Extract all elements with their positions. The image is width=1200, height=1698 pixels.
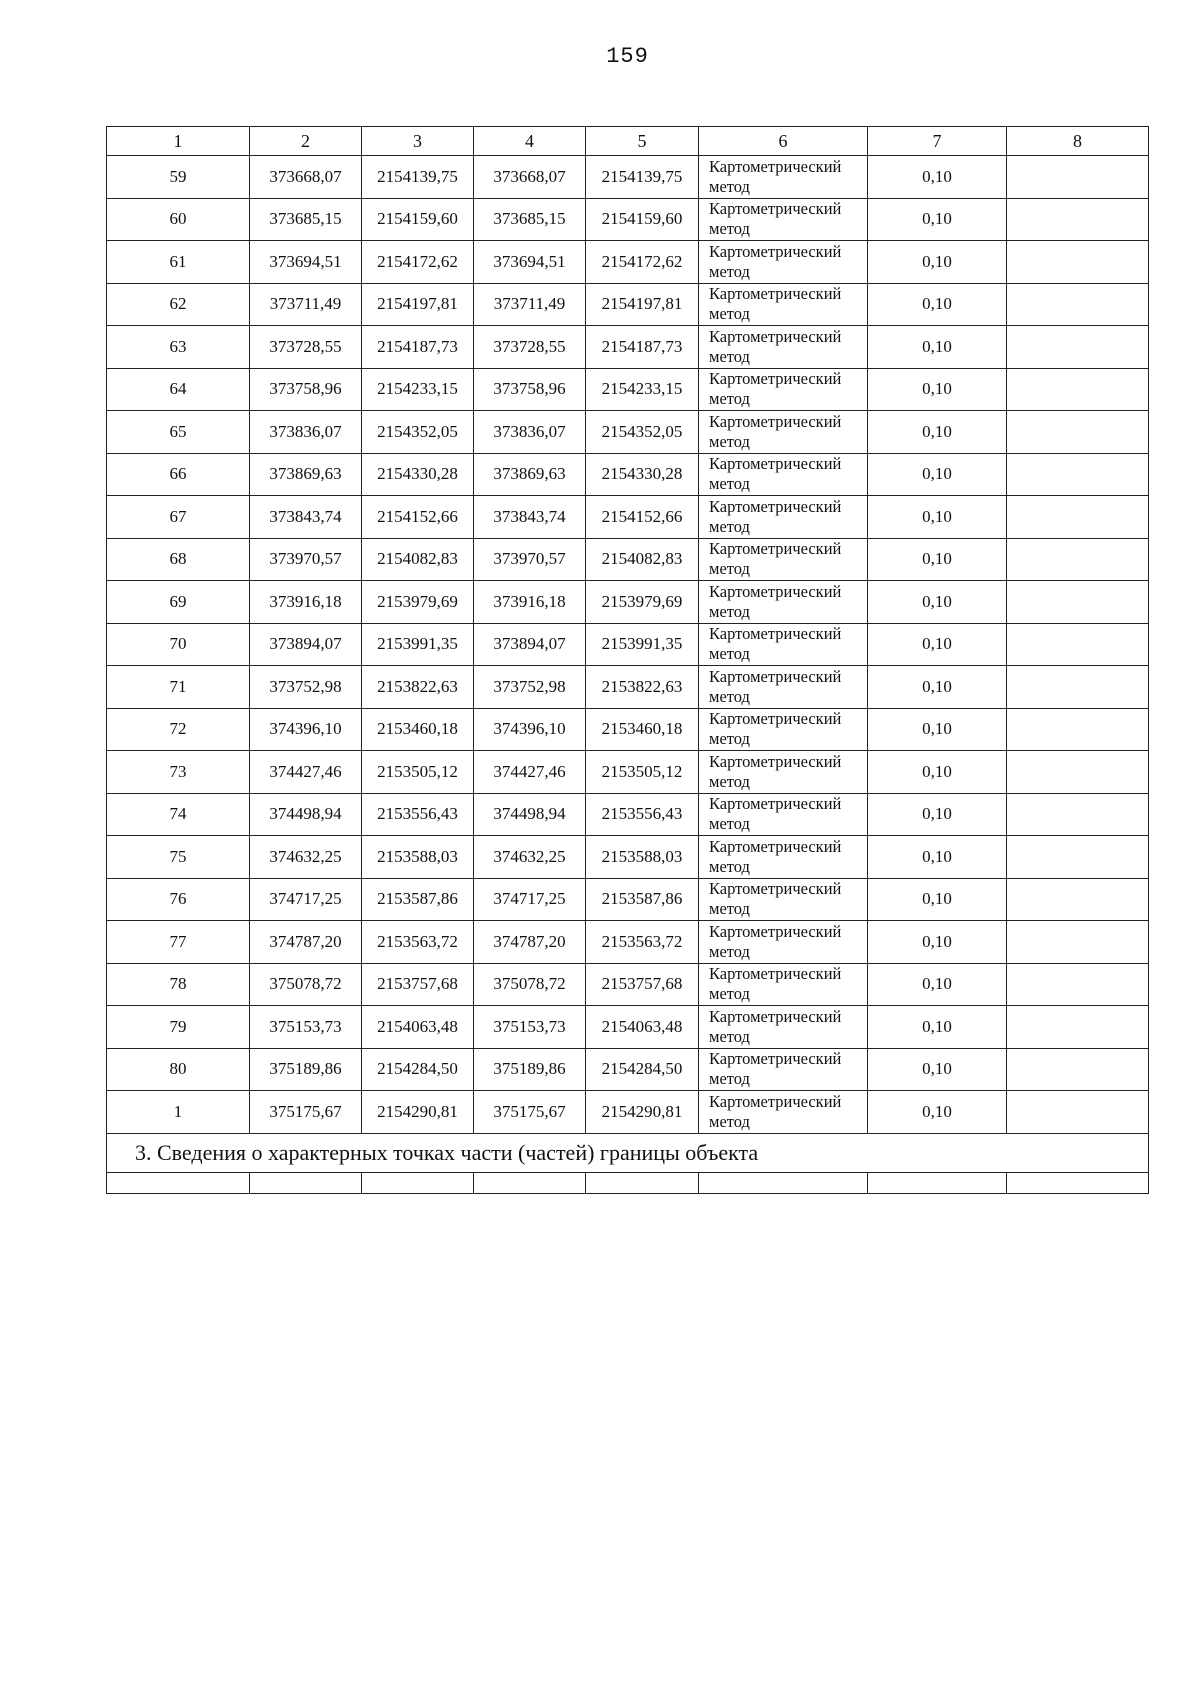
coordinate-x-cell: 373894,07 bbox=[474, 623, 586, 666]
method-cell bbox=[699, 496, 868, 539]
method-line-2: метод bbox=[709, 431, 750, 451]
coordinate-x-cell: 374396,10 bbox=[474, 708, 586, 751]
note-cell bbox=[1007, 708, 1149, 751]
note-cell bbox=[1007, 538, 1149, 581]
coordinate-y-cell: 2154152,66 bbox=[586, 496, 699, 539]
table-row bbox=[107, 878, 1149, 921]
method-line-1: Картометрический bbox=[709, 1091, 842, 1111]
coordinate-x-cell: 375153,73 bbox=[250, 1006, 362, 1049]
coordinate-x-cell: 375189,86 bbox=[250, 1048, 362, 1091]
method-cell bbox=[699, 538, 868, 581]
method-line-1: Картометрический bbox=[709, 411, 842, 431]
method-line-2: метод bbox=[709, 559, 750, 579]
coordinate-x-cell: 374717,25 bbox=[474, 878, 586, 921]
coordinate-y-cell: 2154233,15 bbox=[586, 368, 699, 411]
table-row bbox=[107, 326, 1149, 369]
column-header: 8 bbox=[1007, 127, 1149, 156]
method-cell bbox=[699, 198, 868, 241]
accuracy-cell: 0,10 bbox=[868, 921, 1007, 964]
column-header: 7 bbox=[868, 127, 1007, 156]
accuracy-cell: 0,10 bbox=[868, 198, 1007, 241]
method-cell bbox=[699, 793, 868, 836]
table-row bbox=[107, 156, 1149, 199]
point-number-cell: 63 bbox=[107, 326, 250, 369]
coordinate-x-cell: 375078,72 bbox=[474, 963, 586, 1006]
method-line-1: Картометрический bbox=[709, 836, 842, 856]
coordinate-y-cell: 2153563,72 bbox=[362, 921, 474, 964]
empty-cell bbox=[107, 1172, 250, 1193]
coordinate-x-cell: 374427,46 bbox=[250, 751, 362, 794]
note-cell bbox=[1007, 496, 1149, 539]
method-cell bbox=[699, 708, 868, 751]
accuracy-cell: 0,10 bbox=[868, 963, 1007, 1006]
note-cell bbox=[1007, 1006, 1149, 1049]
column-header: 3 bbox=[362, 127, 474, 156]
point-number-cell: 66 bbox=[107, 453, 250, 496]
note-cell bbox=[1007, 326, 1149, 369]
coordinate-y-cell: 2153556,43 bbox=[586, 793, 699, 836]
coordinate-x-cell: 375175,67 bbox=[250, 1091, 362, 1134]
coordinate-x-cell: 373685,15 bbox=[250, 198, 362, 241]
coordinate-x-cell: 373752,98 bbox=[250, 666, 362, 709]
section-row bbox=[107, 1133, 1149, 1172]
accuracy-cell: 0,10 bbox=[868, 836, 1007, 879]
method-line-2: метод bbox=[709, 304, 750, 324]
table-row bbox=[107, 1091, 1149, 1134]
point-number-cell: 69 bbox=[107, 581, 250, 624]
coordinate-y-cell: 2154233,15 bbox=[362, 368, 474, 411]
method-line-2: метод bbox=[709, 261, 750, 281]
table-row bbox=[107, 538, 1149, 581]
method-line-1: Картометрический bbox=[709, 964, 842, 984]
table-row bbox=[107, 453, 1149, 496]
method-line-2: метод bbox=[709, 941, 750, 961]
method-line-1: Картометрический bbox=[709, 879, 842, 899]
method-cell bbox=[699, 666, 868, 709]
note-cell bbox=[1007, 1091, 1149, 1134]
method-line-2: метод bbox=[709, 644, 750, 664]
coordinate-y-cell: 2154063,48 bbox=[362, 1006, 474, 1049]
table-row bbox=[107, 836, 1149, 879]
method-cell bbox=[699, 411, 868, 454]
method-line-2: метод bbox=[709, 1069, 750, 1089]
table-row bbox=[107, 963, 1149, 1006]
method-line-2: метод bbox=[709, 771, 750, 791]
coordinate-x-cell: 373711,49 bbox=[250, 283, 362, 326]
point-number-cell: 1 bbox=[107, 1091, 250, 1134]
coordinate-y-cell: 2153588,03 bbox=[586, 836, 699, 879]
coordinate-y-cell: 2154187,73 bbox=[586, 326, 699, 369]
coordinate-y-cell: 2154139,75 bbox=[586, 156, 699, 199]
method-line-2: метод bbox=[709, 984, 750, 1004]
method-cell bbox=[699, 581, 868, 624]
method-line-1: Картометрический bbox=[709, 709, 842, 729]
column-header: 5 bbox=[586, 127, 699, 156]
coordinate-x-cell: 374632,25 bbox=[474, 836, 586, 879]
coordinate-y-cell: 2154187,73 bbox=[362, 326, 474, 369]
method-line-2: метод bbox=[709, 176, 750, 196]
point-number-cell: 59 bbox=[107, 156, 250, 199]
empty-cell bbox=[699, 1172, 868, 1193]
method-line-2: метод bbox=[709, 1026, 750, 1046]
note-cell bbox=[1007, 963, 1149, 1006]
method-line-1: Картометрический bbox=[709, 199, 842, 219]
note-cell bbox=[1007, 878, 1149, 921]
coordinate-y-cell: 2154172,62 bbox=[362, 241, 474, 284]
point-number-cell: 74 bbox=[107, 793, 250, 836]
point-number-cell: 72 bbox=[107, 708, 250, 751]
coordinate-y-cell: 2153460,18 bbox=[362, 708, 474, 751]
table-row bbox=[107, 411, 1149, 454]
method-cell bbox=[699, 1006, 868, 1049]
coordinate-x-cell: 373836,07 bbox=[250, 411, 362, 454]
coordinate-y-cell: 2153563,72 bbox=[586, 921, 699, 964]
method-line-1: Картометрический bbox=[709, 751, 842, 771]
method-line-1: Картометрический bbox=[709, 624, 842, 644]
method-cell bbox=[699, 453, 868, 496]
coordinate-y-cell: 2154284,50 bbox=[362, 1048, 474, 1091]
method-line-2: метод bbox=[709, 856, 750, 876]
note-cell bbox=[1007, 1048, 1149, 1091]
method-cell bbox=[699, 1091, 868, 1134]
method-cell bbox=[699, 326, 868, 369]
column-header: 2 bbox=[250, 127, 362, 156]
coordinates-table bbox=[106, 126, 1149, 1194]
column-header: 4 bbox=[474, 127, 586, 156]
note-cell bbox=[1007, 453, 1149, 496]
accuracy-cell: 0,10 bbox=[868, 1006, 1007, 1049]
accuracy-cell: 0,10 bbox=[868, 368, 1007, 411]
method-line-2: метод bbox=[709, 729, 750, 749]
coordinate-x-cell: 373843,74 bbox=[250, 496, 362, 539]
table-row bbox=[107, 793, 1149, 836]
empty-row bbox=[107, 1172, 1149, 1193]
coordinate-y-cell: 2153505,12 bbox=[362, 751, 474, 794]
point-number-cell: 73 bbox=[107, 751, 250, 794]
method-line-1: Картометрический bbox=[709, 326, 842, 346]
coordinate-y-cell: 2154152,66 bbox=[362, 496, 474, 539]
coordinate-y-cell: 2154159,60 bbox=[586, 198, 699, 241]
accuracy-cell: 0,10 bbox=[868, 793, 1007, 836]
method-line-2: метод bbox=[709, 389, 750, 409]
method-line-1: Картометрический bbox=[709, 1006, 842, 1026]
coordinate-x-cell: 373916,18 bbox=[474, 581, 586, 624]
point-number-cell: 78 bbox=[107, 963, 250, 1006]
point-number-cell: 65 bbox=[107, 411, 250, 454]
accuracy-cell: 0,10 bbox=[868, 666, 1007, 709]
coordinate-y-cell: 2154172,62 bbox=[586, 241, 699, 284]
coordinate-x-cell: 373843,74 bbox=[474, 496, 586, 539]
accuracy-cell: 0,10 bbox=[868, 751, 1007, 794]
method-line-1: Картометрический bbox=[709, 496, 842, 516]
point-number-cell: 71 bbox=[107, 666, 250, 709]
coordinate-x-cell: 373668,07 bbox=[250, 156, 362, 199]
method-line-2: метод bbox=[709, 814, 750, 834]
point-number-cell: 60 bbox=[107, 198, 250, 241]
coordinate-x-cell: 373758,96 bbox=[474, 368, 586, 411]
method-cell bbox=[699, 1048, 868, 1091]
table-row bbox=[107, 666, 1149, 709]
accuracy-cell: 0,10 bbox=[868, 453, 1007, 496]
coordinate-x-cell: 373728,55 bbox=[474, 326, 586, 369]
method-line-1: Картометрический bbox=[709, 921, 842, 941]
table-row bbox=[107, 241, 1149, 284]
coordinate-y-cell: 2154082,83 bbox=[586, 538, 699, 581]
note-cell bbox=[1007, 836, 1149, 879]
table-row bbox=[107, 921, 1149, 964]
empty-cell bbox=[362, 1172, 474, 1193]
method-cell bbox=[699, 368, 868, 411]
method-cell bbox=[699, 156, 868, 199]
coordinate-x-cell: 375175,67 bbox=[474, 1091, 586, 1134]
point-number-cell: 61 bbox=[107, 241, 250, 284]
note-cell bbox=[1007, 921, 1149, 964]
method-cell bbox=[699, 878, 868, 921]
method-line-1: Картометрический bbox=[709, 156, 842, 176]
page-number: 159 bbox=[606, 44, 649, 69]
coordinate-x-cell: 374717,25 bbox=[250, 878, 362, 921]
accuracy-cell: 0,10 bbox=[868, 708, 1007, 751]
table-row bbox=[107, 496, 1149, 539]
accuracy-cell: 0,10 bbox=[868, 1048, 1007, 1091]
method-line-1: Картометрический bbox=[709, 241, 842, 261]
note-cell bbox=[1007, 581, 1149, 624]
method-line-2: метод bbox=[709, 1111, 750, 1131]
empty-cell bbox=[474, 1172, 586, 1193]
point-number-cell: 80 bbox=[107, 1048, 250, 1091]
coordinate-x-cell: 373869,63 bbox=[474, 453, 586, 496]
accuracy-cell: 0,10 bbox=[868, 878, 1007, 921]
coordinate-x-cell: 373694,51 bbox=[474, 241, 586, 284]
coordinate-y-cell: 2153991,35 bbox=[362, 623, 474, 666]
empty-cell bbox=[1007, 1172, 1149, 1193]
accuracy-cell: 0,10 bbox=[868, 623, 1007, 666]
table-header-row bbox=[107, 127, 1149, 156]
point-number-cell: 75 bbox=[107, 836, 250, 879]
coordinate-x-cell: 373711,49 bbox=[474, 283, 586, 326]
coordinate-y-cell: 2154352,05 bbox=[362, 411, 474, 454]
method-cell bbox=[699, 283, 868, 326]
coordinate-x-cell: 375189,86 bbox=[474, 1048, 586, 1091]
point-number-cell: 68 bbox=[107, 538, 250, 581]
accuracy-cell: 0,10 bbox=[868, 496, 1007, 539]
method-cell bbox=[699, 921, 868, 964]
method-line-1: Картометрический bbox=[709, 666, 842, 686]
table-row bbox=[107, 1006, 1149, 1049]
point-number-cell: 67 bbox=[107, 496, 250, 539]
method-line-2: метод bbox=[709, 219, 750, 239]
coordinate-x-cell: 373894,07 bbox=[250, 623, 362, 666]
method-line-2: метод bbox=[709, 899, 750, 919]
coordinate-y-cell: 2153588,03 bbox=[362, 836, 474, 879]
coordinate-x-cell: 373869,63 bbox=[250, 453, 362, 496]
method-line-2: метод bbox=[709, 601, 750, 621]
note-cell bbox=[1007, 368, 1149, 411]
coordinate-x-cell: 373685,15 bbox=[474, 198, 586, 241]
coordinate-y-cell: 2154284,50 bbox=[586, 1048, 699, 1091]
note-cell bbox=[1007, 241, 1149, 284]
coordinate-x-cell: 373970,57 bbox=[474, 538, 586, 581]
coordinate-y-cell: 2154330,28 bbox=[362, 453, 474, 496]
accuracy-cell: 0,10 bbox=[868, 581, 1007, 624]
table-row bbox=[107, 1048, 1149, 1091]
accuracy-cell: 0,10 bbox=[868, 241, 1007, 284]
accuracy-cell: 0,10 bbox=[868, 538, 1007, 581]
coordinate-y-cell: 2153979,69 bbox=[362, 581, 474, 624]
point-number-cell: 70 bbox=[107, 623, 250, 666]
coordinate-y-cell: 2153556,43 bbox=[362, 793, 474, 836]
table-row bbox=[107, 708, 1149, 751]
table-row bbox=[107, 581, 1149, 624]
method-line-1: Картометрический bbox=[709, 539, 842, 559]
coordinate-x-cell: 374787,20 bbox=[474, 921, 586, 964]
section-title: 3. Сведения о характерных точках части (частей) границы объекта bbox=[107, 1133, 1149, 1172]
method-line-1: Картометрический bbox=[709, 454, 842, 474]
column-header: 1 bbox=[107, 127, 250, 156]
method-line-2: метод bbox=[709, 686, 750, 706]
coordinate-x-cell: 374632,25 bbox=[250, 836, 362, 879]
coordinate-x-cell: 373916,18 bbox=[250, 581, 362, 624]
method-line-2: метод bbox=[709, 346, 750, 366]
coordinate-y-cell: 2153822,63 bbox=[362, 666, 474, 709]
point-number-cell: 77 bbox=[107, 921, 250, 964]
point-number-cell: 62 bbox=[107, 283, 250, 326]
coordinate-x-cell: 373728,55 bbox=[250, 326, 362, 369]
coordinate-x-cell: 374427,46 bbox=[474, 751, 586, 794]
coordinate-y-cell: 2153979,69 bbox=[586, 581, 699, 624]
table-row bbox=[107, 368, 1149, 411]
note-cell bbox=[1007, 198, 1149, 241]
coordinate-x-cell: 374498,94 bbox=[474, 793, 586, 836]
note-cell bbox=[1007, 793, 1149, 836]
coordinate-x-cell: 375078,72 bbox=[250, 963, 362, 1006]
coordinate-y-cell: 2153822,63 bbox=[586, 666, 699, 709]
coordinate-x-cell: 373752,98 bbox=[474, 666, 586, 709]
coordinate-y-cell: 2154159,60 bbox=[362, 198, 474, 241]
method-cell bbox=[699, 836, 868, 879]
method-cell bbox=[699, 623, 868, 666]
coordinate-y-cell: 2154330,28 bbox=[586, 453, 699, 496]
coordinate-y-cell: 2153460,18 bbox=[586, 708, 699, 751]
table-row bbox=[107, 198, 1149, 241]
method-line-1: Картометрический bbox=[709, 284, 842, 304]
coordinate-x-cell: 373970,57 bbox=[250, 538, 362, 581]
coordinate-x-cell: 373836,07 bbox=[474, 411, 586, 454]
note-cell bbox=[1007, 156, 1149, 199]
coordinate-x-cell: 374396,10 bbox=[250, 708, 362, 751]
coordinate-y-cell: 2154139,75 bbox=[362, 156, 474, 199]
coordinate-y-cell: 2153991,35 bbox=[586, 623, 699, 666]
note-cell bbox=[1007, 751, 1149, 794]
accuracy-cell: 0,10 bbox=[868, 411, 1007, 454]
coordinate-y-cell: 2153505,12 bbox=[586, 751, 699, 794]
coordinate-y-cell: 2153587,86 bbox=[586, 878, 699, 921]
note-cell bbox=[1007, 623, 1149, 666]
coordinate-x-cell: 375153,73 bbox=[474, 1006, 586, 1049]
coordinate-x-cell: 373668,07 bbox=[474, 156, 586, 199]
coordinate-y-cell: 2153757,68 bbox=[362, 963, 474, 1006]
column-header: 6 bbox=[699, 127, 868, 156]
accuracy-cell: 0,10 bbox=[868, 1091, 1007, 1134]
table-row bbox=[107, 283, 1149, 326]
coordinate-y-cell: 2154082,83 bbox=[362, 538, 474, 581]
point-number-cell: 64 bbox=[107, 368, 250, 411]
empty-cell bbox=[586, 1172, 699, 1193]
table-row bbox=[107, 751, 1149, 794]
coordinate-x-cell: 373758,96 bbox=[250, 368, 362, 411]
coordinate-y-cell: 2154290,81 bbox=[362, 1091, 474, 1134]
coordinate-y-cell: 2153587,86 bbox=[362, 878, 474, 921]
empty-cell bbox=[868, 1172, 1007, 1193]
accuracy-cell: 0,10 bbox=[868, 156, 1007, 199]
note-cell bbox=[1007, 666, 1149, 709]
method-cell bbox=[699, 241, 868, 284]
note-cell bbox=[1007, 411, 1149, 454]
coordinate-y-cell: 2154197,81 bbox=[586, 283, 699, 326]
point-number-cell: 76 bbox=[107, 878, 250, 921]
method-line-2: метод bbox=[709, 516, 750, 536]
accuracy-cell: 0,10 bbox=[868, 326, 1007, 369]
coordinate-y-cell: 2154063,48 bbox=[586, 1006, 699, 1049]
method-line-1: Картометрический bbox=[709, 581, 842, 601]
coordinate-x-cell: 374498,94 bbox=[250, 793, 362, 836]
coordinate-y-cell: 2153757,68 bbox=[586, 963, 699, 1006]
coordinate-y-cell: 2154290,81 bbox=[586, 1091, 699, 1134]
accuracy-cell: 0,10 bbox=[868, 283, 1007, 326]
method-cell bbox=[699, 751, 868, 794]
coordinate-x-cell: 374787,20 bbox=[250, 921, 362, 964]
point-number-cell: 79 bbox=[107, 1006, 250, 1049]
note-cell bbox=[1007, 283, 1149, 326]
empty-cell bbox=[250, 1172, 362, 1193]
coordinate-x-cell: 373694,51 bbox=[250, 241, 362, 284]
method-line-1: Картометрический bbox=[709, 369, 842, 389]
method-line-1: Картометрический bbox=[709, 1049, 842, 1069]
method-line-1: Картометрический bbox=[709, 794, 842, 814]
coordinate-y-cell: 2154352,05 bbox=[586, 411, 699, 454]
coordinate-y-cell: 2154197,81 bbox=[362, 283, 474, 326]
table-row bbox=[107, 623, 1149, 666]
method-line-2: метод bbox=[709, 474, 750, 494]
method-cell bbox=[699, 963, 868, 1006]
